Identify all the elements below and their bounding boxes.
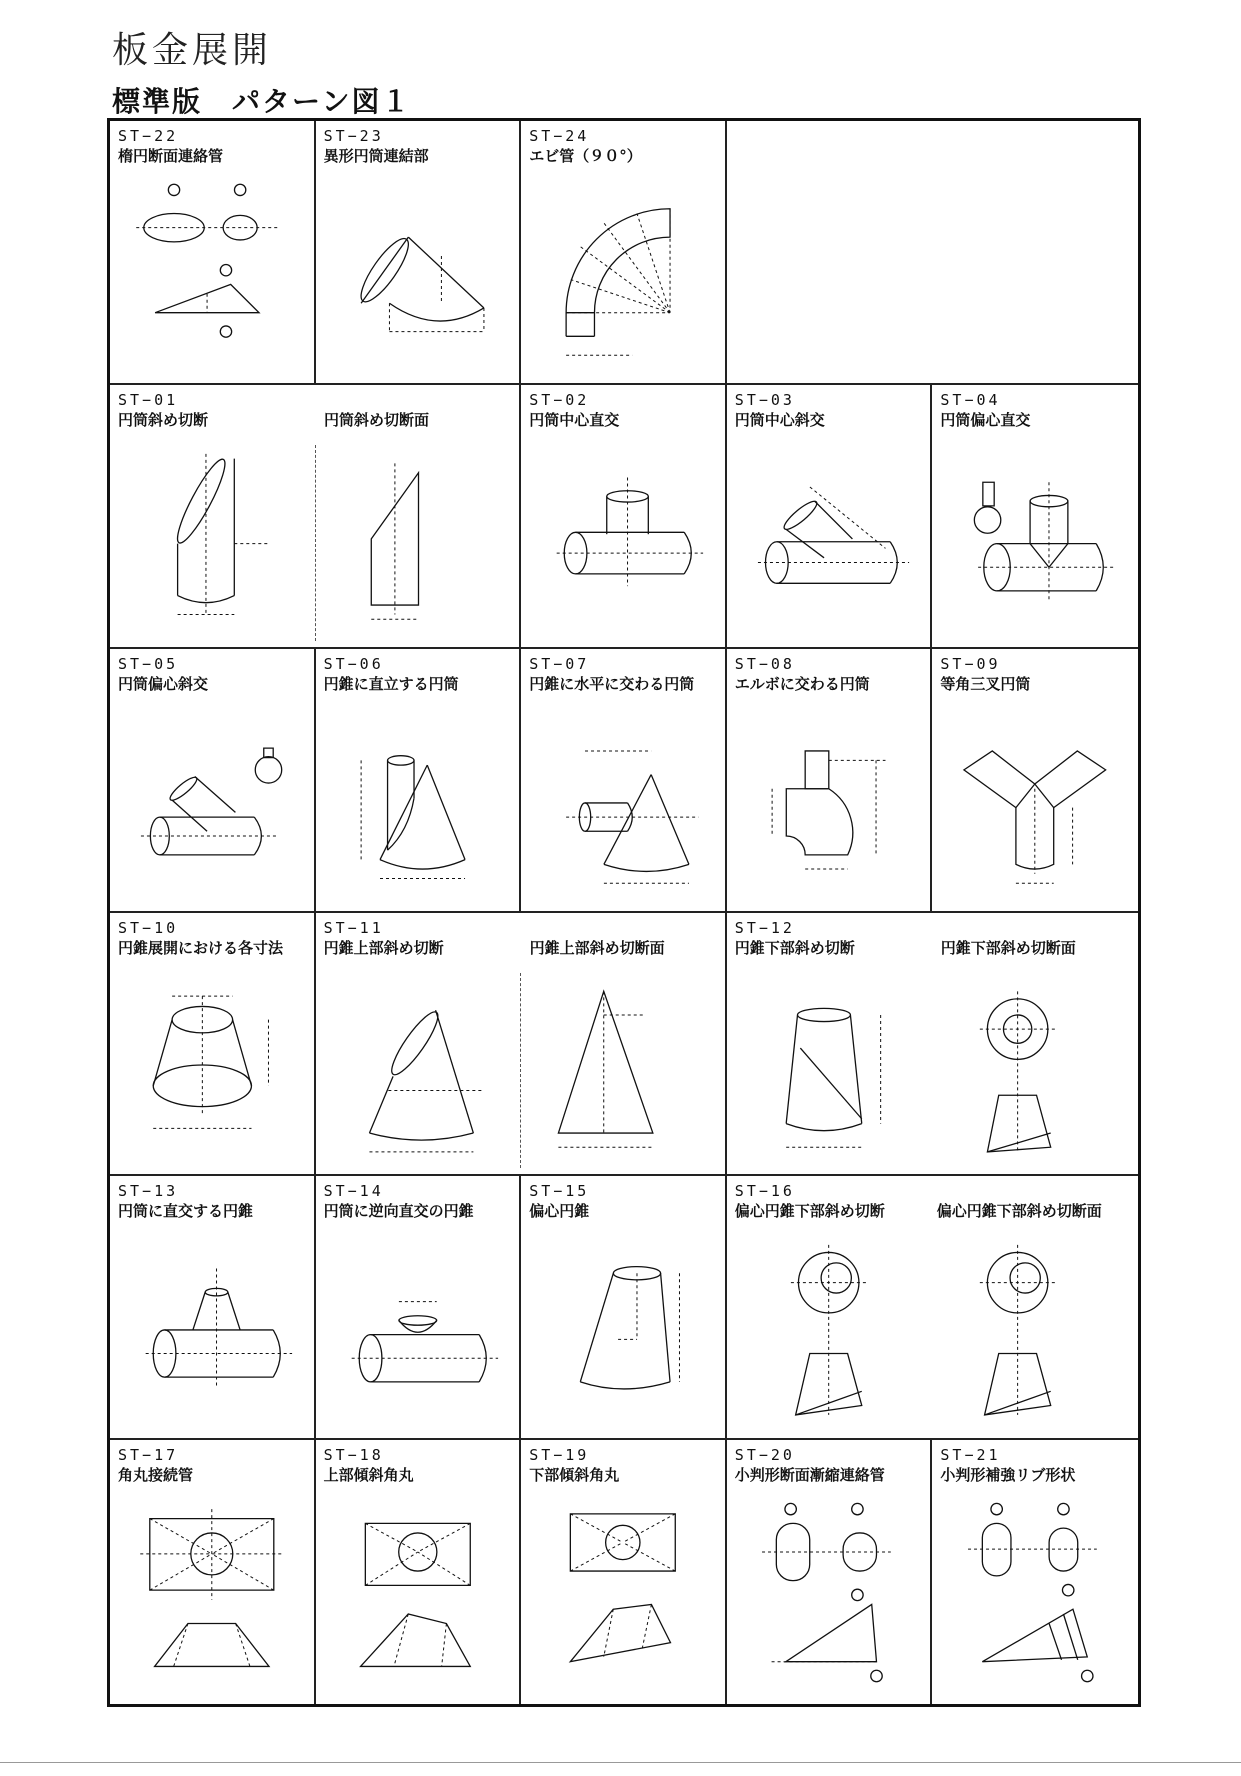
pattern-code: ST−12 xyxy=(734,918,795,937)
pattern-name: 円錐下部斜め切断 xyxy=(734,938,855,957)
pattern-name: 小判形補強リブ形状 xyxy=(940,1466,1076,1485)
pattern-cell-st20 xyxy=(727,1440,933,1704)
pattern-name: 角丸接続管 xyxy=(118,1466,194,1485)
pattern-code: ST−02 xyxy=(529,390,590,409)
pattern-cell-st19 xyxy=(521,1440,727,1704)
pattern-cell-st07 xyxy=(521,649,727,913)
figure-oval-tapered-transition xyxy=(727,1490,931,1700)
pattern-name: 偏心円錐下部斜め切断 xyxy=(734,1202,885,1221)
pattern-name: 円筒中心斜交 xyxy=(734,410,825,429)
pattern-cell-st14 xyxy=(316,1176,522,1440)
pattern-code: ST−19 xyxy=(529,1446,590,1465)
figure-cone-top-oblique-cut xyxy=(316,963,725,1171)
pattern-name: 円筒中心直交 xyxy=(529,410,620,429)
figure-irregular-cylinder-joint xyxy=(316,171,520,379)
pattern-cell-st24 xyxy=(521,121,727,385)
figure-offset-tee xyxy=(932,435,1138,643)
pattern-cell-st03 xyxy=(727,385,933,649)
pattern-name-secondary: 偏心円錐下部斜め切断面 xyxy=(936,1202,1102,1221)
figure-oval-reinforcing-rib xyxy=(932,1490,1138,1700)
pattern-cell-st12 xyxy=(727,913,1138,1177)
page-bottom-rule xyxy=(0,1762,1241,1763)
pattern-code: ST−05 xyxy=(118,654,179,673)
figure-cone-dimensions xyxy=(110,963,314,1171)
pattern-name-secondary: 円錐上部斜め切断面 xyxy=(529,938,665,957)
page-title: 標準版 パターン図１ xyxy=(112,85,412,118)
pattern-cell-st06 xyxy=(316,649,522,913)
pattern-name: 円錐に直立する円筒 xyxy=(323,674,459,693)
figure-top-inclined-square-round xyxy=(316,1490,520,1700)
pattern-code: ST−10 xyxy=(118,918,179,937)
figure-cylinder-on-elbow xyxy=(727,699,931,907)
pattern-code: ST−20 xyxy=(734,1446,795,1465)
pattern-name: 偏心円錐 xyxy=(529,1202,590,1221)
figure-eccentric-cone xyxy=(521,1226,725,1434)
pattern-name: 円錐上部斜め切断 xyxy=(323,938,444,957)
pattern-cell-st01 xyxy=(110,385,521,649)
pattern-name: 下部傾斜角丸 xyxy=(529,1466,620,1485)
pattern-name: 小判形断面漸縮連絡管 xyxy=(734,1466,885,1485)
pattern-code: ST−14 xyxy=(323,1182,384,1201)
handwritten-title: 板金展開 xyxy=(112,30,273,71)
figure-eccentric-cone-bottom-cut xyxy=(727,1226,1138,1434)
pattern-code: ST−22 xyxy=(118,127,179,145)
pattern-code: ST−23 xyxy=(323,127,384,145)
pattern-code: ST−09 xyxy=(940,654,1001,673)
figure-inverted-cone-on-cylinder xyxy=(316,1226,520,1434)
pattern-cell-st11 xyxy=(316,913,727,1177)
pattern-grid xyxy=(107,118,1141,1707)
pattern-code: ST−07 xyxy=(529,654,590,673)
pattern-cell-st04 xyxy=(932,385,1138,649)
figure-square-to-round xyxy=(110,1490,314,1700)
pattern-cell-st13 xyxy=(110,1176,316,1440)
figure-oblique-tee xyxy=(727,435,931,643)
pattern-code: ST−16 xyxy=(734,1182,795,1201)
pattern-cell-st08 xyxy=(727,649,933,913)
pattern-cell-st17 xyxy=(110,1440,316,1704)
empty-cell xyxy=(727,121,1138,385)
pattern-cell-st16 xyxy=(727,1176,1138,1440)
figure-cylinder-oblique-cut xyxy=(110,435,519,643)
pattern-cell-st02 xyxy=(521,385,727,649)
pattern-name: 円筒斜め切断 xyxy=(118,410,209,429)
pattern-cell-st23 xyxy=(316,121,522,385)
pattern-name: 等角三叉円筒 xyxy=(940,674,1031,693)
pattern-code: ST−15 xyxy=(529,1182,590,1201)
pattern-name: 楕円断面連絡管 xyxy=(118,147,224,165)
figure-cone-bottom-oblique-cut xyxy=(727,963,1138,1171)
pattern-cell-st21 xyxy=(932,1440,1138,1704)
figure-cone-on-cylinder xyxy=(110,1226,314,1434)
pattern-cell-st18 xyxy=(316,1440,522,1704)
pattern-name: 円筒に直交する円錐 xyxy=(118,1202,254,1221)
figure-segmented-elbow xyxy=(521,171,725,379)
pattern-code: ST−13 xyxy=(118,1182,179,1201)
pattern-name: 円錐に水平に交わる円筒 xyxy=(529,674,695,693)
pattern-code: ST−17 xyxy=(118,1446,179,1465)
pattern-code: ST−18 xyxy=(323,1446,384,1465)
pattern-cell-st05 xyxy=(110,649,316,913)
pattern-name-secondary: 円筒斜め切断面 xyxy=(324,410,430,429)
pattern-cell-st10 xyxy=(110,913,316,1177)
pattern-code: ST−24 xyxy=(529,127,590,145)
pattern-name: 上部傾斜角丸 xyxy=(323,1466,414,1485)
pattern-cell-st22 xyxy=(110,121,316,385)
pattern-cell-st15 xyxy=(521,1176,727,1440)
figure-cylinder-on-cone xyxy=(316,699,520,907)
pattern-code: ST−21 xyxy=(940,1446,1001,1465)
pattern-name: エルボに交わる円筒 xyxy=(734,674,870,693)
figure-horizontal-cylinder-on-cone xyxy=(521,699,725,907)
pattern-code: ST−03 xyxy=(734,390,795,409)
figure-bottom-inclined-square-round xyxy=(521,1490,725,1700)
pattern-cell-st09 xyxy=(932,649,1138,913)
pattern-code: ST−06 xyxy=(323,654,384,673)
pattern-code: ST−11 xyxy=(323,918,384,937)
figure-offset-oblique-tee xyxy=(110,699,314,907)
pattern-code: ST−04 xyxy=(940,390,1001,409)
pattern-name: 円錐展開における各寸法 xyxy=(118,938,284,957)
pattern-name: 円筒偏心直交 xyxy=(940,410,1031,429)
pattern-name-secondary: 円錐下部斜め切断面 xyxy=(940,938,1076,957)
figure-three-way-cylinder xyxy=(932,699,1138,907)
pattern-code: ST−08 xyxy=(734,654,795,673)
pattern-name: エビ管（９０°） xyxy=(529,147,642,165)
pattern-code: ST−01 xyxy=(118,390,179,409)
figure-tee-center xyxy=(521,435,725,643)
pattern-name: 円筒に逆向直交の円錐 xyxy=(323,1202,474,1221)
pattern-name: 円筒偏心斜交 xyxy=(118,674,209,693)
pattern-name: 異形円筒連結部 xyxy=(323,147,429,165)
figure-oval-transition xyxy=(110,171,314,379)
